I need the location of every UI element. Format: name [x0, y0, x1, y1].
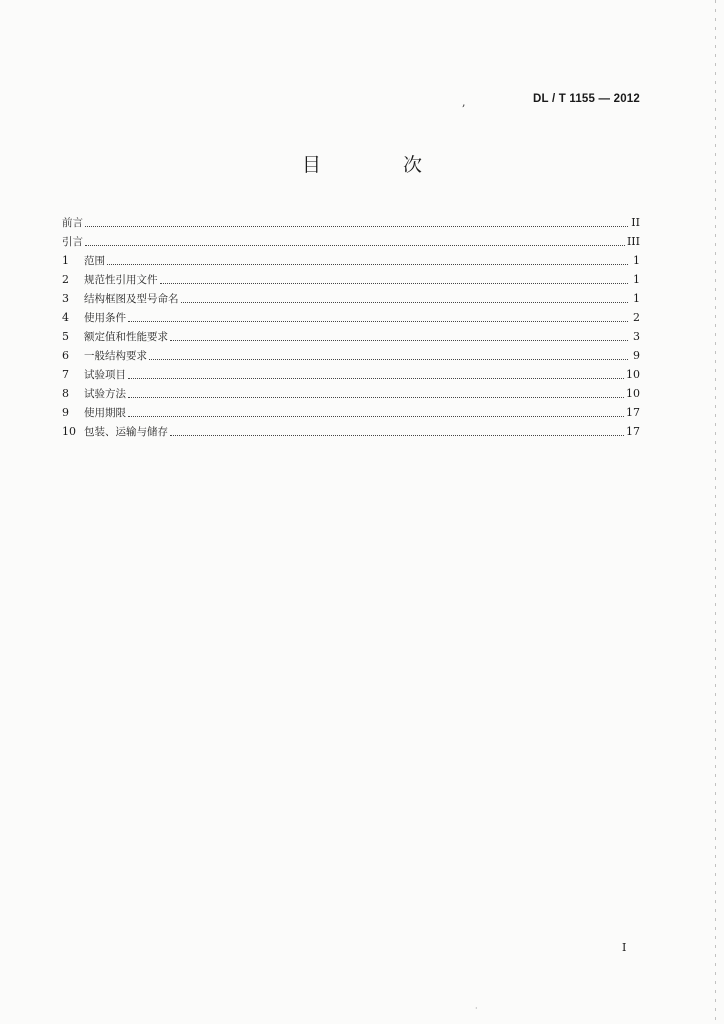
toc-entry-1[interactable]: [62, 249, 640, 268]
toc-label: 使用期限: [84, 407, 126, 419]
toc-label: 使用条件: [84, 312, 126, 324]
toc-section-number: 5: [62, 330, 69, 343]
toc-page-number: 17: [626, 406, 640, 419]
toc-page-number: 10: [626, 368, 640, 381]
toc-entry-10[interactable]: [62, 420, 640, 439]
toc-entry-3[interactable]: [62, 287, 640, 306]
toc-page-number: III: [626, 235, 640, 248]
toc-label: 试验方法: [84, 388, 126, 400]
toc-entry-4[interactable]: [62, 306, 640, 325]
toc-entry-7[interactable]: [62, 363, 640, 382]
toc-page-number: 2: [633, 311, 640, 324]
page-title: 目 次: [301, 154, 461, 176]
toc-page-number: 1: [633, 254, 640, 267]
toc-section-number: 9: [62, 406, 69, 419]
toc-leader: [128, 396, 624, 398]
toc-entry-2[interactable]: [62, 268, 640, 287]
toc-leader: [170, 339, 628, 341]
toc-section-number: 7: [62, 368, 69, 381]
toc-entry-5[interactable]: [62, 325, 640, 344]
toc-label: 试验项目: [84, 369, 126, 381]
scan-speck: ·: [475, 1004, 478, 1013]
toc-leader: [160, 282, 629, 284]
toc-label: 额定值和性能要求: [84, 331, 168, 343]
scan-mark: ,: [462, 96, 466, 109]
toc-page-number: 3: [633, 330, 640, 343]
toc-label: 前言: [62, 217, 83, 229]
toc-label: 规范性引用文件: [84, 274, 158, 286]
toc-page-number: 9: [633, 349, 640, 362]
toc-page-number: 1: [633, 273, 640, 286]
toc-section-number: 6: [62, 349, 69, 362]
toc-entry-9[interactable]: [62, 401, 640, 420]
toc-page-number: 17: [626, 425, 640, 438]
toc-entry-foreword[interactable]: [62, 211, 640, 230]
toc-leader: [85, 244, 625, 246]
toc-entry-6[interactable]: [62, 344, 640, 363]
toc-leader: [85, 225, 628, 227]
toc-leader: [128, 377, 624, 379]
toc-leader: [149, 358, 628, 360]
toc-leader: [170, 434, 624, 436]
table-of-contents: [62, 211, 640, 439]
toc-section-number: 10: [62, 425, 76, 438]
page-number: I: [622, 941, 627, 954]
toc-entry-8[interactable]: [62, 382, 640, 401]
toc-section-number: 8: [62, 387, 69, 400]
toc-section-number: 4: [62, 311, 69, 324]
toc-page-number: II: [631, 216, 640, 229]
toc-section-number: 1: [62, 254, 69, 267]
toc-label: 一般结构要求: [84, 350, 147, 362]
toc-page-number: 1: [633, 292, 640, 305]
toc-entry-introduction[interactable]: [62, 230, 640, 249]
toc-section-number: 3: [62, 292, 69, 305]
toc-leader: [128, 415, 624, 417]
toc-leader: [128, 320, 628, 322]
toc-section-number: 2: [62, 273, 69, 286]
toc-label: 范围: [84, 255, 105, 267]
toc-page-number: 10: [626, 387, 640, 400]
toc-leader: [107, 263, 628, 265]
toc-label: 结构框图及型号命名: [84, 293, 179, 305]
toc-leader: [181, 301, 629, 303]
toc-label: 引言: [62, 236, 83, 248]
standard-number: DL / T 1155 — 2012: [533, 93, 640, 105]
toc-label: 包装、运输与储存: [84, 426, 168, 438]
